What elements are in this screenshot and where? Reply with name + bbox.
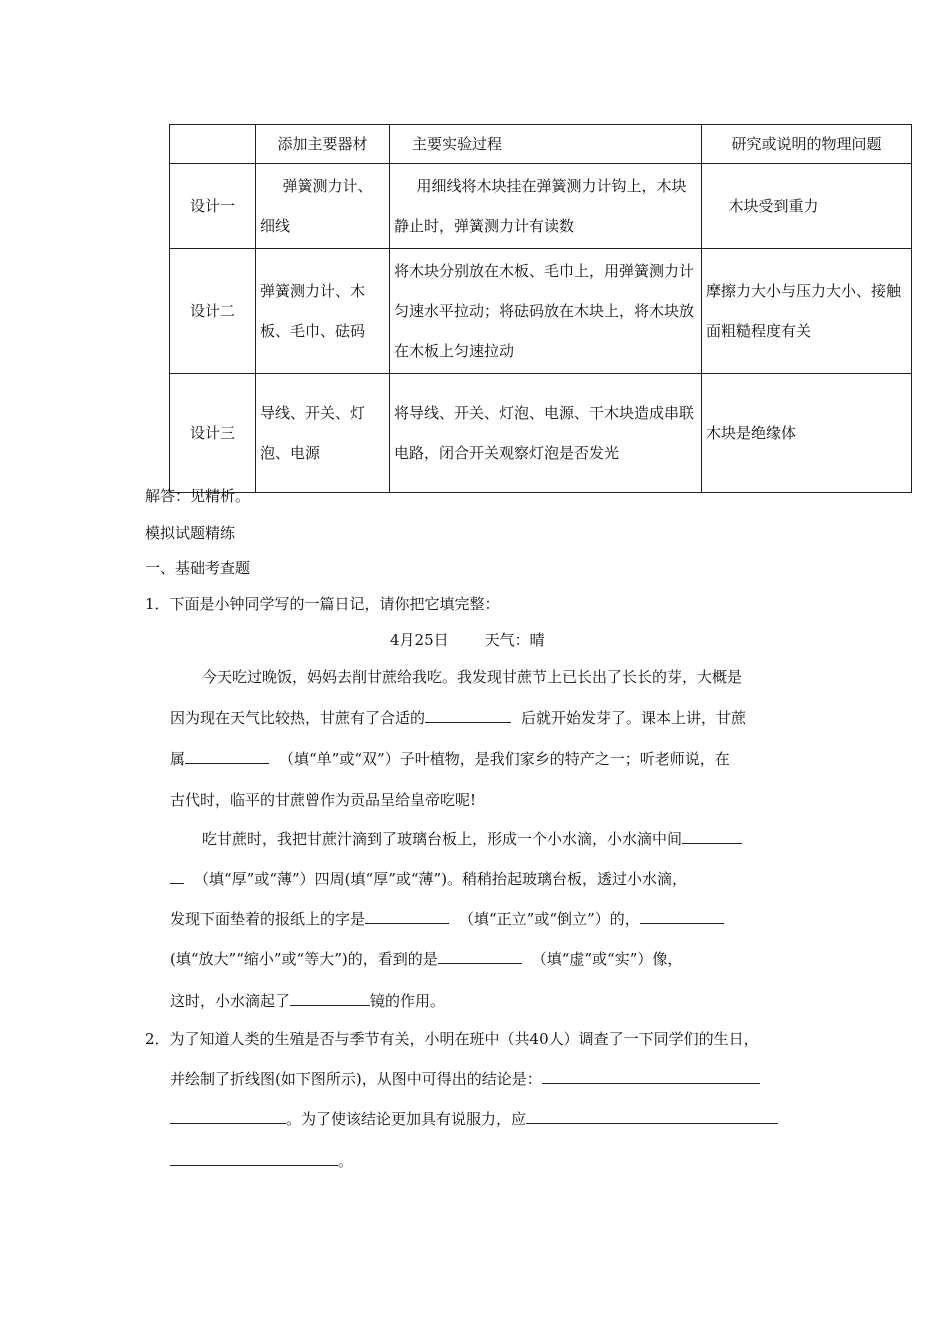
question-text: 下面是小钟同学写的一篇日记，请你把它填完整： [169, 595, 500, 613]
diary-weather: 天气：晴 [484, 631, 545, 649]
answer-blank[interactable] [290, 991, 370, 1006]
header-cell [170, 125, 256, 164]
diary-line [170, 868, 810, 889]
answer-blank[interactable] [542, 1069, 760, 1084]
text-segment: 。为了使该结论更加具有说服力，应 [286, 1110, 527, 1128]
diary-line [170, 990, 810, 1011]
answer-blank[interactable] [365, 909, 449, 924]
design-name-cell: 设计一 [170, 164, 256, 249]
question-cell: 摩擦力大小与压力大小、接触面粗糙程度有关 [702, 249, 912, 374]
answer-blank[interactable] [640, 909, 724, 924]
table-row [170, 374, 912, 493]
text-segment: 吃甘蔗时，我把甘蔗汁滴到了玻璃台板上，形成一个小水滴，小水滴中间 [202, 830, 683, 848]
diary-date: 4月25日 [390, 631, 449, 649]
diary-line [170, 748, 810, 769]
subsection-title: 一、基础考查题 [145, 559, 251, 577]
table-header-row [170, 125, 912, 164]
question-2-line [170, 1150, 810, 1171]
answer-blank[interactable] [438, 949, 522, 964]
design-name-cell: 设计三 [170, 374, 256, 493]
equipment-cell: 弹簧测力计、木板、毛巾、砝码 [256, 249, 390, 374]
header-cell: 添加主要器材 [256, 125, 390, 164]
answer-blank[interactable] [682, 829, 742, 844]
design-name-cell: 设计二 [170, 249, 256, 374]
diary-line [170, 948, 810, 969]
answer-text: 解答：见精析。 [145, 487, 251, 505]
text-segment: 这时，小水滴起了 [170, 992, 291, 1010]
table-row [170, 164, 912, 249]
text-segment: (填“放大”“缩小”或“等大”)的，看到的是 [170, 950, 438, 968]
question-cell: 木块受到重力 [702, 164, 912, 249]
question-number: 1． [145, 595, 170, 613]
text-segment: 后就开始发芽了。课本上讲，甘蔗 [521, 709, 747, 727]
process-cell: 将木块分别放在木板、毛巾上，用弹簧测力计匀速水平拉动；将砝码放在木块上，将木块放在木板上匀速拉动 [390, 249, 702, 374]
answer-blank[interactable] [170, 1151, 338, 1166]
text-segment: （填“单”或“双”）子叶植物，是我们家乡的特产之一；听老师说，在 [279, 750, 730, 768]
question-2-line [145, 1028, 759, 1049]
process-cell: 用细线将木块挂在弹簧测力计钩上，木块静止时，弹簧测力计有读数 [390, 164, 702, 249]
answer-blank[interactable] [170, 1109, 286, 1124]
answer-blank[interactable] [185, 749, 269, 764]
question-2-line [170, 1108, 810, 1129]
process-cell: 将导线、开关、灯泡、电源、干木块造成串联电路，闭合开关观察灯泡是否发光 [390, 374, 702, 493]
header-cell: 研究或说明的物理问题 [702, 125, 912, 164]
diary-line: 古代时，临平的甘蔗曾作为贡品呈给皇帝吃呢! [170, 791, 477, 809]
diary-line [170, 908, 810, 929]
question-number: 2． [145, 1030, 170, 1048]
text-segment: 因为现在天气比较热，甘蔗有了合适的 [170, 709, 426, 727]
text-segment: 并绘制了折线图(如下图所示)，从图中可得出的结论是： [170, 1070, 542, 1088]
text-segment: 属 [170, 750, 186, 768]
answer-blank[interactable] [170, 869, 184, 884]
header-cell: 主要实验过程 [390, 125, 702, 164]
diary-line: 今天吃过晚饭，妈妈去削甘蔗给我吃。我发现甘蔗节上已长出了长长的芽，大概是 [202, 668, 743, 686]
text-segment: （填“厚”或“薄”）四周(填“厚”或“薄”)。稍稍抬起玻璃台板，透过小水滴， [194, 870, 688, 888]
equipment-cell: 导线、开关、灯泡、电源 [256, 374, 390, 493]
question-2-line [170, 1068, 810, 1089]
text-segment: 发现下面垫着的报纸上的字是 [170, 910, 366, 928]
experiment-table [169, 124, 912, 493]
diary-heading [390, 629, 545, 650]
text-segment: 。 [338, 1152, 354, 1170]
question-1-stem [145, 593, 500, 614]
section-title: 模拟试题精练 [145, 524, 236, 542]
question-cell: 木块是绝缘体 [702, 374, 912, 493]
text-segment: （填“虚”或“实”）像， [531, 950, 683, 968]
equipment-cell: 弹簧测力计、细线 [256, 164, 390, 249]
answer-blank[interactable] [425, 708, 511, 723]
text-segment: 镜的作用。 [370, 992, 446, 1010]
diary-line [202, 828, 842, 849]
diary-line [170, 707, 810, 728]
question-text: 为了知道人类的生殖是否与季节有关，小明在班中（共40人）调查了一下同学们的生日， [169, 1030, 759, 1048]
answer-blank[interactable] [526, 1109, 778, 1124]
table-row [170, 249, 912, 374]
text-segment: （填“正立”或“倒立”）的， [459, 910, 640, 928]
